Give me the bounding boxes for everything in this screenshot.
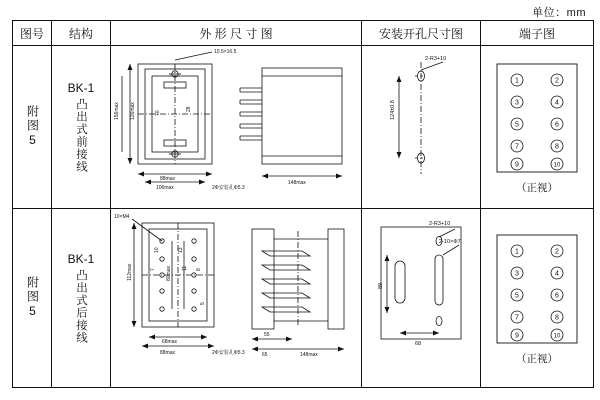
terminal-number: 5 <box>515 121 519 129</box>
cutout-drawing-rear <box>363 209 479 359</box>
dim-hole-size: 10.5×16.5 <box>214 49 237 56</box>
dim-pitch-d: 11 <box>182 265 188 272</box>
terminal-number: 7 <box>515 314 519 322</box>
header-structure: 结构 <box>52 21 111 46</box>
cell-structure <box>52 209 111 388</box>
terminal-number: 4 <box>555 270 559 278</box>
dim-mount-hole: 2Φ安装孔Φ5.3 <box>212 350 245 357</box>
cell-outline-drawing <box>111 46 362 209</box>
terminal-number: 6 <box>555 121 559 129</box>
model-name: BK-1 <box>67 252 95 267</box>
dim-pitch-f: 5 <box>200 302 206 306</box>
dim-148max: 148max <box>288 180 306 187</box>
structure-description: 凸出式前接线 <box>75 98 87 174</box>
dim-70: 70 <box>155 110 161 117</box>
cutout-drawing-front <box>363 46 479 186</box>
cell-code <box>13 209 52 388</box>
dim-28: 28 <box>186 106 192 113</box>
outline-drawing-rear <box>112 209 360 369</box>
cell-terminal-diagram <box>481 209 594 388</box>
cell-cutout-drawing <box>362 209 481 388</box>
dim-88max: 88max <box>160 176 176 183</box>
cell-code <box>13 46 52 209</box>
header-code: 图号 <box>13 21 52 46</box>
terminal-number: 8 <box>555 143 559 151</box>
figure-code: 附图5 <box>25 276 40 321</box>
terminal-number: 10 <box>553 333 561 340</box>
dim-68max: 68max <box>162 339 178 346</box>
terminal-number: 3 <box>515 99 519 107</box>
terminal-number: 1 <box>515 77 519 85</box>
dim-pitch-e: 8 <box>196 268 202 272</box>
dim-124: 124±0.8 <box>390 100 396 121</box>
dim-148max: 148max <box>300 352 318 359</box>
dim-2r3: 2-R3+10 <box>429 221 451 228</box>
dim-65: 65 <box>262 352 268 359</box>
terminal-note: （正视） <box>516 352 558 365</box>
cell-terminal-diagram <box>481 46 594 209</box>
cell-outline-drawing <box>111 209 362 388</box>
header-terminal: 端子图 <box>481 21 594 46</box>
outline-drawing-front <box>112 46 360 196</box>
table-row <box>13 46 594 209</box>
dim-55: 55 <box>264 332 270 339</box>
terminal-number: 8 <box>555 314 559 322</box>
dim-2r3: 2-R3+10 <box>425 56 447 63</box>
figure-code: 附图5 <box>25 105 40 150</box>
table-header-row <box>13 21 594 46</box>
terminal-number: 4 <box>555 99 559 107</box>
header-cutout: 安装开孔尺寸图 <box>362 21 481 46</box>
cell-cutout-drawing <box>362 46 481 209</box>
terminal-number: 9 <box>515 332 519 340</box>
terminal-diagram-front <box>489 60 585 178</box>
dim-106max: 106max <box>156 185 174 192</box>
header-outline: 外 形 尺 寸 图 <box>111 21 362 46</box>
terminal-number: 2 <box>555 77 559 85</box>
cell-structure <box>52 46 111 209</box>
terminal-number: 3 <box>515 270 519 278</box>
unit-label: 单位：mm <box>532 7 586 19</box>
dim-pitch-a: 7 <box>150 268 156 272</box>
structure-description: 凸出式后接线 <box>75 269 87 345</box>
model-name: BK-1 <box>67 81 95 96</box>
terminal-number: 6 <box>555 292 559 300</box>
dim-156max: 156max <box>114 102 120 121</box>
dim-10m4: 10×M4 <box>114 214 130 221</box>
terminal-note: （正视） <box>516 181 558 194</box>
terminal-number: 1 <box>515 248 519 256</box>
terminal-diagram-rear <box>489 231 585 349</box>
dim-89: 89 <box>378 282 384 290</box>
dim-88max: 88max <box>160 350 176 357</box>
specification-table <box>12 20 594 388</box>
terminal-number: 2 <box>555 248 559 256</box>
terminal-number: 10 <box>553 162 561 169</box>
dim-80max: 80max <box>166 266 172 282</box>
terminal-number: 5 <box>515 292 519 300</box>
dim-pitch-b: 10 <box>154 247 160 254</box>
dim-68: 68 <box>415 341 422 348</box>
dim-pitch-c: 13 <box>178 247 184 254</box>
dim-slot: 2-10×Φ7 <box>439 239 461 246</box>
terminal-number: 7 <box>515 143 519 151</box>
dim-mount-hole: 2Φ安装孔Φ5.3 <box>212 185 245 192</box>
dim-112max: 112max <box>127 263 133 282</box>
dim-126max: 126max <box>130 102 136 121</box>
terminal-number: 9 <box>515 161 519 169</box>
table-row <box>13 209 594 388</box>
